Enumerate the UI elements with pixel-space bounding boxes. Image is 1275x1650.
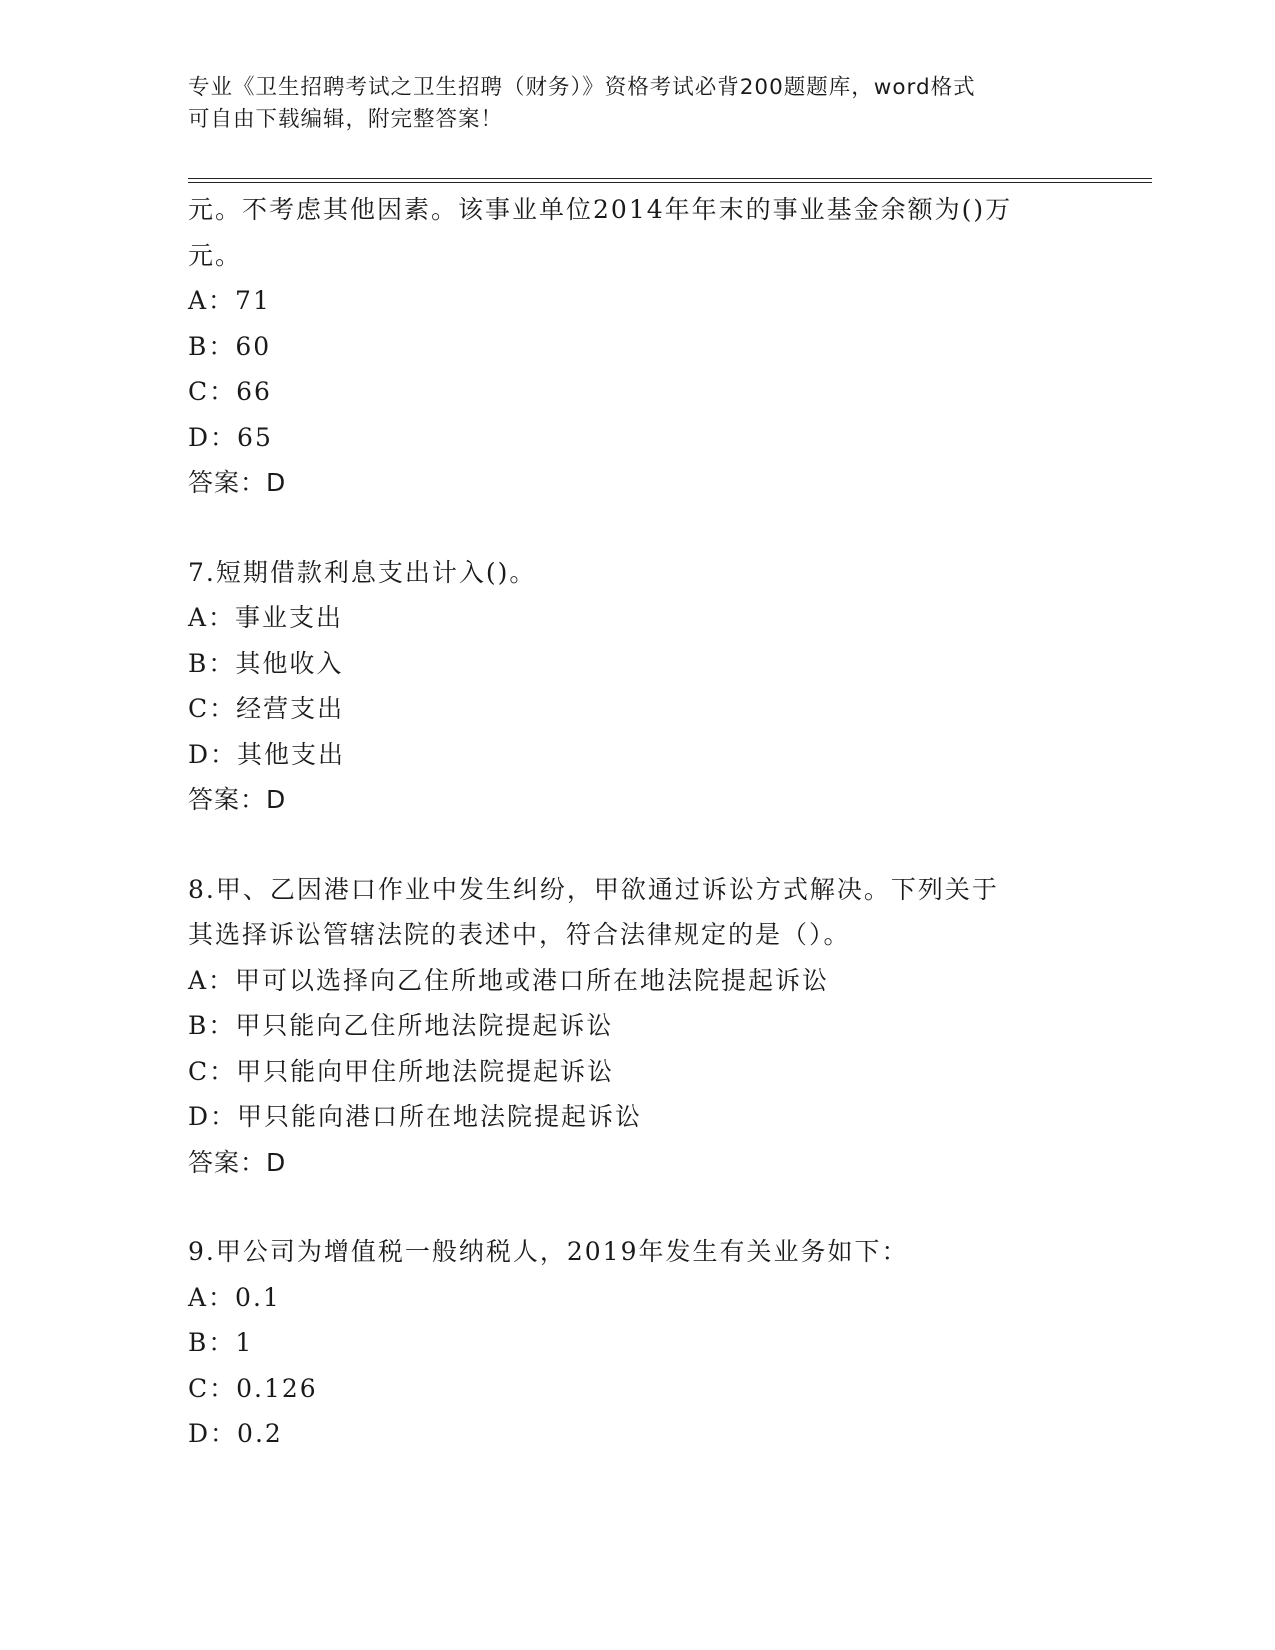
question-8 [188, 867, 1108, 1186]
spacer [188, 823, 1108, 867]
option-b: B：甲只能向乙住所地法院提起诉讼 [188, 1011, 614, 1040]
option-b: B：其他收入 [188, 648, 344, 678]
question-9 [188, 1229, 1108, 1457]
question-list [188, 187, 1108, 1457]
option-d: D：65 [188, 422, 273, 452]
spacer [188, 1185, 1108, 1229]
option-b: B：1 [188, 1328, 254, 1357]
option-c: C：0.126 [188, 1373, 318, 1403]
option-c: C：甲只能向甲住所地法院提起诉讼 [188, 1056, 615, 1086]
question-6 [188, 187, 1108, 506]
question-stem: 元。 [188, 240, 243, 270]
page-header [188, 72, 1088, 136]
question-stem: 7.短期借款利息支出计入()。 [188, 557, 537, 587]
option-c: C：66 [188, 377, 272, 406]
answer: 答案：D [188, 785, 287, 814]
question-stem: 8.甲、乙因港口作业中发生纠纷，甲欲通过诉讼方式解决。下列关于 [188, 874, 999, 904]
spacer [188, 506, 1108, 550]
header-double-rule [188, 178, 1152, 183]
answer: 答案：D [188, 1147, 287, 1177]
answer: 答案：D [188, 468, 287, 497]
option-d: D：其他支出 [188, 739, 346, 769]
header-line: 可自由下载编辑，附完整答案！ [188, 107, 504, 132]
option-a: A：事业支出 [188, 603, 344, 632]
header-line: 专业《卫生招聘考试之卫生招聘（财务）》资格考试必背200题题库，word格式 [188, 75, 976, 100]
question-stem: 其选择诉讼管辖法院的表述中，符合法律规定的是（）。 [188, 920, 851, 949]
option-d: D：0.2 [188, 1419, 283, 1448]
option-d: D：甲只能向港口所在地法院提起诉讼 [188, 1102, 643, 1131]
question-7 [188, 550, 1108, 823]
option-b: B：60 [188, 331, 272, 361]
question-stem: 9.甲公司为增值税一般纳税人，2019年发生有关业务如下： [188, 1237, 909, 1266]
option-a: A：甲可以选择向乙住所地或港口所在地法院提起诉讼 [188, 965, 830, 995]
option-a: A：71 [188, 286, 271, 315]
option-c: C：经营支出 [188, 694, 345, 723]
question-stem: 元。不考虑其他因素。该事业单位2014年年末的事业基金余额为()万 [188, 195, 1013, 224]
option-a: A：0.1 [188, 1282, 281, 1312]
